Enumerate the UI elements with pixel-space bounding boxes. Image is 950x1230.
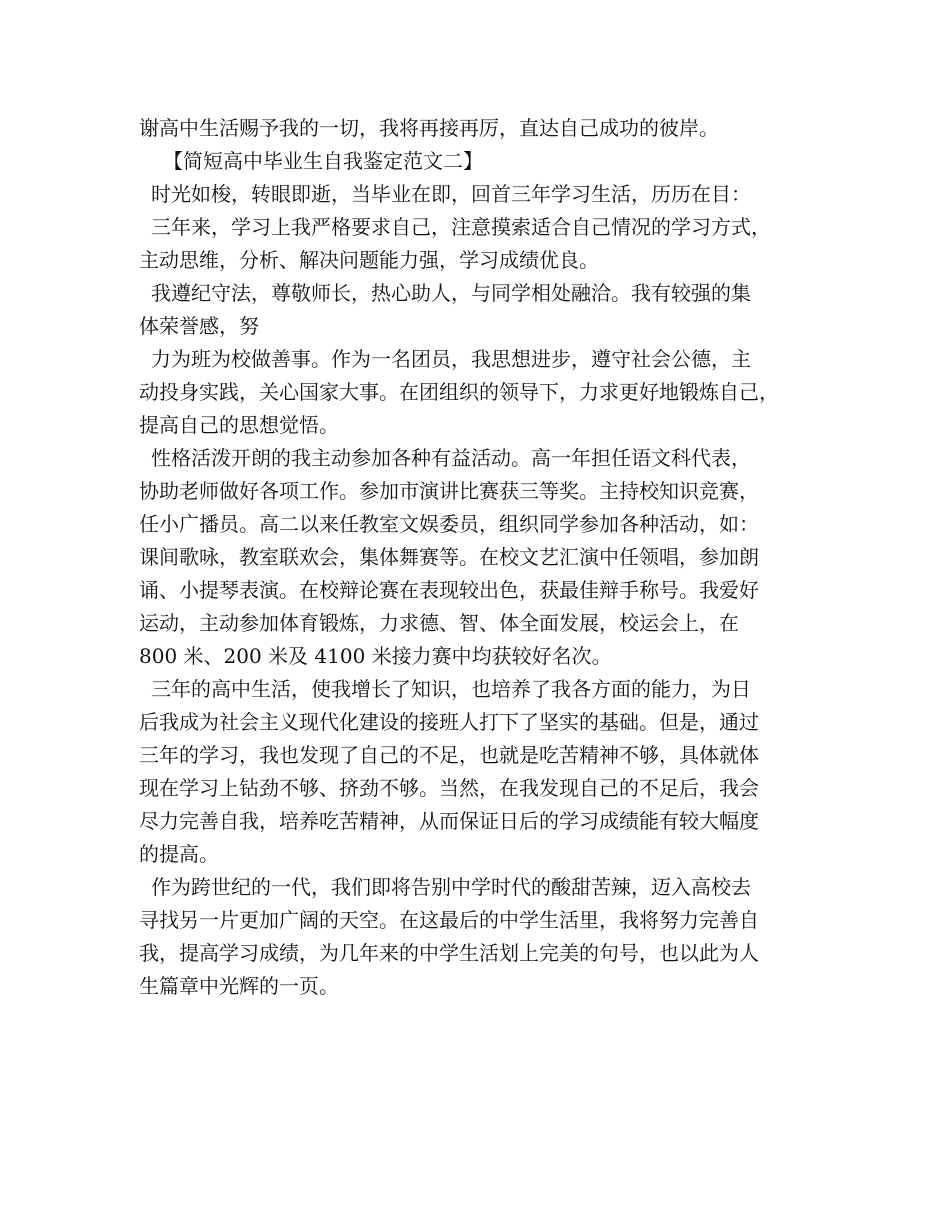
text-line: 三年的学习，我也发现了自己的不足，也就是吃苦精神不够，具体就体 (139, 743, 759, 767)
text-line: 的提高。 (139, 842, 219, 866)
text-line: 运动，主动参加体育锻炼，力求德、智、体全面发展，校运会上，在 (139, 611, 739, 635)
text-line: 课间歌咏，教室联欢会，集体舞赛等。在校文艺汇演中任领唱，参加朗 (139, 545, 759, 569)
text-line: 时光如梭，转眼即逝，当毕业在即，回首三年学习生活，历历在目： (151, 182, 751, 206)
text-line: 【简短高中毕业生自我鉴定范文二】 (163, 149, 483, 173)
text-line: 提高自己的思想觉悟。 (139, 413, 339, 437)
text-line: 寻找另一片更加广阔的天空。在这最后的中学生活里，我将努力完善自 (139, 908, 759, 932)
document-body (139, 112, 829, 1003)
text-line: 三年来，学习上我严格要求自己，注意摸索适合自己情况的学习方式， (151, 215, 771, 239)
text-line: 任小广播员。高二以来任教室文娱委员，组织同学参加各种活动，如： (139, 512, 759, 536)
text-line: 力为班为校做善事。作为一名团员，我思想进步，遵守社会公德，主 (151, 347, 751, 371)
text-line: 我遵纪守法，尊敬师长，热心助人，与同学相处融洽。我有较强的集 (151, 281, 751, 305)
text-line: 我，提高学习成绩，为几年来的中学生活划上完美的句号，也以此为人 (139, 941, 759, 965)
text-line: 谢高中生活赐予我的一切，我将再接再厉，直达自己成功的彼岸。 (139, 116, 719, 140)
text-line: 后我成为社会主义现代化建设的接班人打下了坚实的基础。但是，通过 (139, 710, 759, 734)
text-line: 三年的高中生活，使我增长了知识，也培养了我各方面的能力，为日 (151, 677, 751, 701)
text-line: 作为跨世纪的一代，我们即将告别中学时代的酸甜苦辣，迈入高校去 (151, 875, 751, 899)
text-line: 主动思维，分析、解决问题能力强，学习成绩优良。 (139, 248, 599, 272)
text-line: 生篇章中光辉的一页。 (139, 974, 339, 998)
text-line: 性格活泼开朗的我主动参加各种有益活动。高一年担任语文科代表， (151, 446, 751, 470)
text-line: 动投身实践，关心国家大事。在团组织的领导下，力求更好地锻炼自己， (139, 380, 779, 404)
text-line: 协助老师做好各项工作。参加市演讲比赛获三等奖。主持校知识竞赛， (139, 479, 759, 503)
text-line: 800 米、200 米及 4100 米接力赛中均获较好名次。 (139, 644, 612, 668)
text-line: 体荣誉感，努 (139, 314, 259, 338)
text-line: 现在学习上钻劲不够、挤劲不够。当然，在我发现自己的不足后，我会 (139, 776, 759, 800)
text-line: 尽力完善自我，培养吃苦精神，从而保证日后的学习成绩能有较大幅度 (139, 809, 759, 833)
text-line: 诵、小提琴表演。在校辩论赛在表现较出色，获最佳辩手称号。我爱好 (139, 578, 759, 602)
